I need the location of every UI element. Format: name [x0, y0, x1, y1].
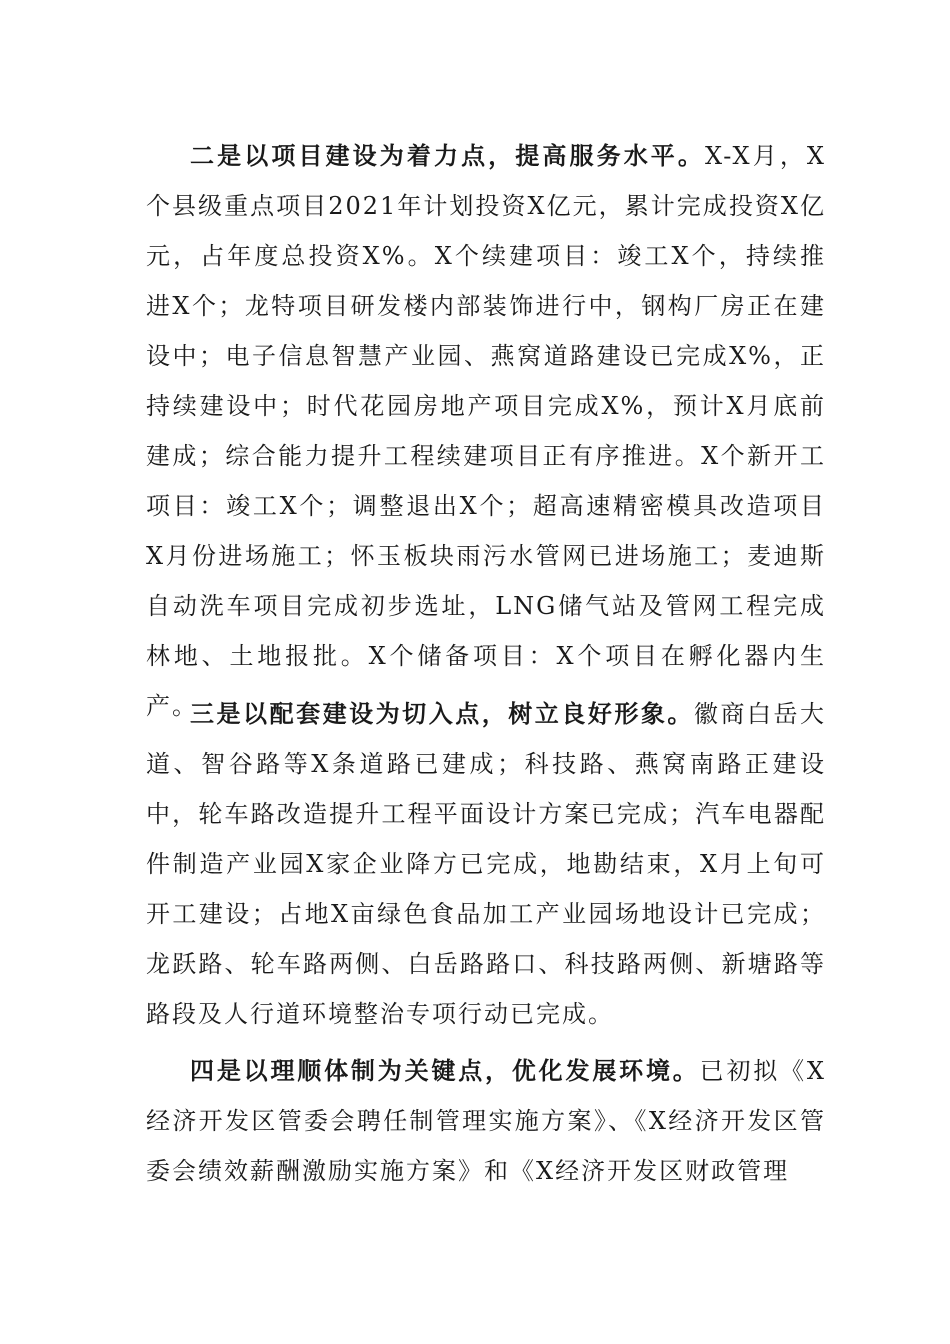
paragraph-body: X-X月，X个县级重点项目2021年计划投资X亿元，累计完成投资X亿元，占年度总投资X%。X个续建项目：竣工X个，持续推进X个；龙特项目研发楼内部装饰进行中，钢构厂房正在建设中；电子信息智慧产业园、燕窝道路建设已完成X%，正持续建设中；时代花园房地产项目完成X%，预计X月底前建成；综合能力提升工程续建项目正有序推进。X个新开工项目：竣工X个；调整退出X个；超高速精密模具改造项目X月份进场施工；怀玉板块雨污水管网已进场施工；麦迪斯自动洗车项目完成初步选址，LNG储气站及管网工程完成林地、土地报批。X个储备项目：X个项目在孵化器内生产。 — [146, 142, 827, 720]
paragraph-body: 已初拟《X经济开发区管委会聘任制管理实施方案》、《X经济开发区管委会绩效薪酬激励实施方案》和《X经济开发区财政管理 — [146, 1057, 826, 1185]
paragraph-body: 徽商白岳大道、智谷路等X条道路已建成；科技路、燕窝南路正建设中，轮车路改造提升工程平面设计方案已完成；汽车电器配件制造产业园X家企业降方已完成，地勘结束，X月上旬可开工建设；占地X亩绿色食品加工产业园场地设计已完成；龙跃路、轮车路两侧、白岳路路口、科技路两侧、新塘路等路段及人行道环境整治专项行动已完成。 — [146, 700, 827, 1028]
paragraph-lead: 二是以项目建设为着力点，提高服务水平。 — [190, 141, 706, 170]
paragraph-supporting-construction — [146, 689, 826, 1039]
paragraph-system-reform — [146, 1046, 826, 1196]
paragraph-project-construction — [146, 131, 826, 731]
paragraph-lead: 三是以配套建设为切入点，树立良好形象。 — [190, 699, 694, 728]
paragraph-lead: 四是以理顺体制为关键点，优化发展环境。 — [190, 1056, 700, 1085]
